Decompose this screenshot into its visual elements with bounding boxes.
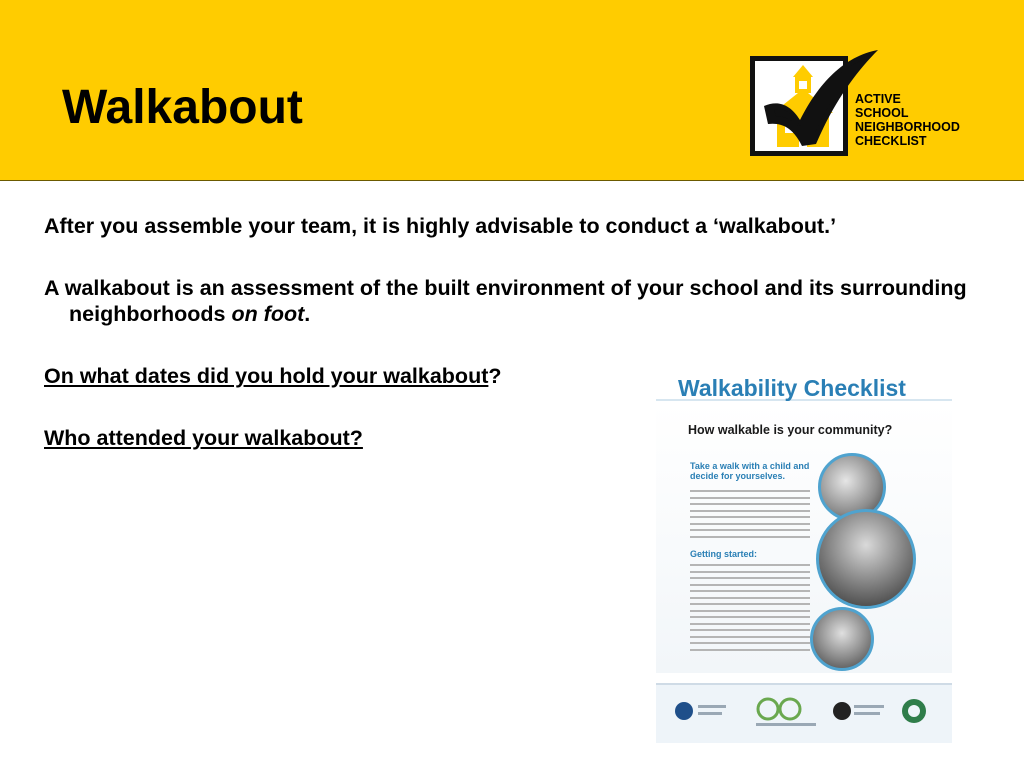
checklist-text-block-2 (690, 561, 810, 655)
paragraph-definition (44, 275, 984, 327)
logo-line-1: ACTIVE (855, 92, 901, 106)
header-band (0, 0, 1024, 181)
checklist-text-block-1 (690, 487, 810, 542)
paragraph-team (44, 213, 984, 239)
logo-text (855, 92, 960, 148)
checklist-title: Walkability Checklist (678, 375, 906, 401)
sponsor-logos-icon (656, 685, 952, 743)
checklist-footer-logos (656, 683, 952, 743)
checklist-heading-start: Getting started: (690, 549, 758, 559)
slide-title: Walkabout (62, 81, 303, 134)
checklist-question: How walkable is your community? (688, 423, 893, 437)
walkability-checklist-image (656, 359, 952, 741)
paragraph-team-text: After you assemble your team, it is highly advisable to conduct a ‘walkabout.’ (44, 214, 837, 238)
on-foot-emphasis: on foot (231, 302, 305, 326)
logo-line-3: NEIGHBORHOOD (855, 120, 960, 134)
photo-people-circle (816, 509, 916, 609)
question-dates-link[interactable]: On what dates did you hold your walkabout (44, 364, 489, 388)
checklist-header (656, 359, 952, 401)
active-school-logo (750, 52, 980, 162)
definition-end: . (304, 302, 311, 326)
logo-line-4: CHECKLIST (855, 134, 927, 148)
checklist-heading-walk: Take a walk with a child and decide for yourselves. (690, 461, 810, 481)
logo-line-2: SCHOOL (855, 106, 909, 120)
question-mark: ? (488, 364, 502, 388)
photo-children-circle (810, 607, 874, 671)
definition-text: A walkabout is an assessment of the built environment of your school and its surrounding neighborhoods (44, 276, 967, 326)
question-attendees-link[interactable]: Who attended your walkabout? (44, 426, 363, 450)
